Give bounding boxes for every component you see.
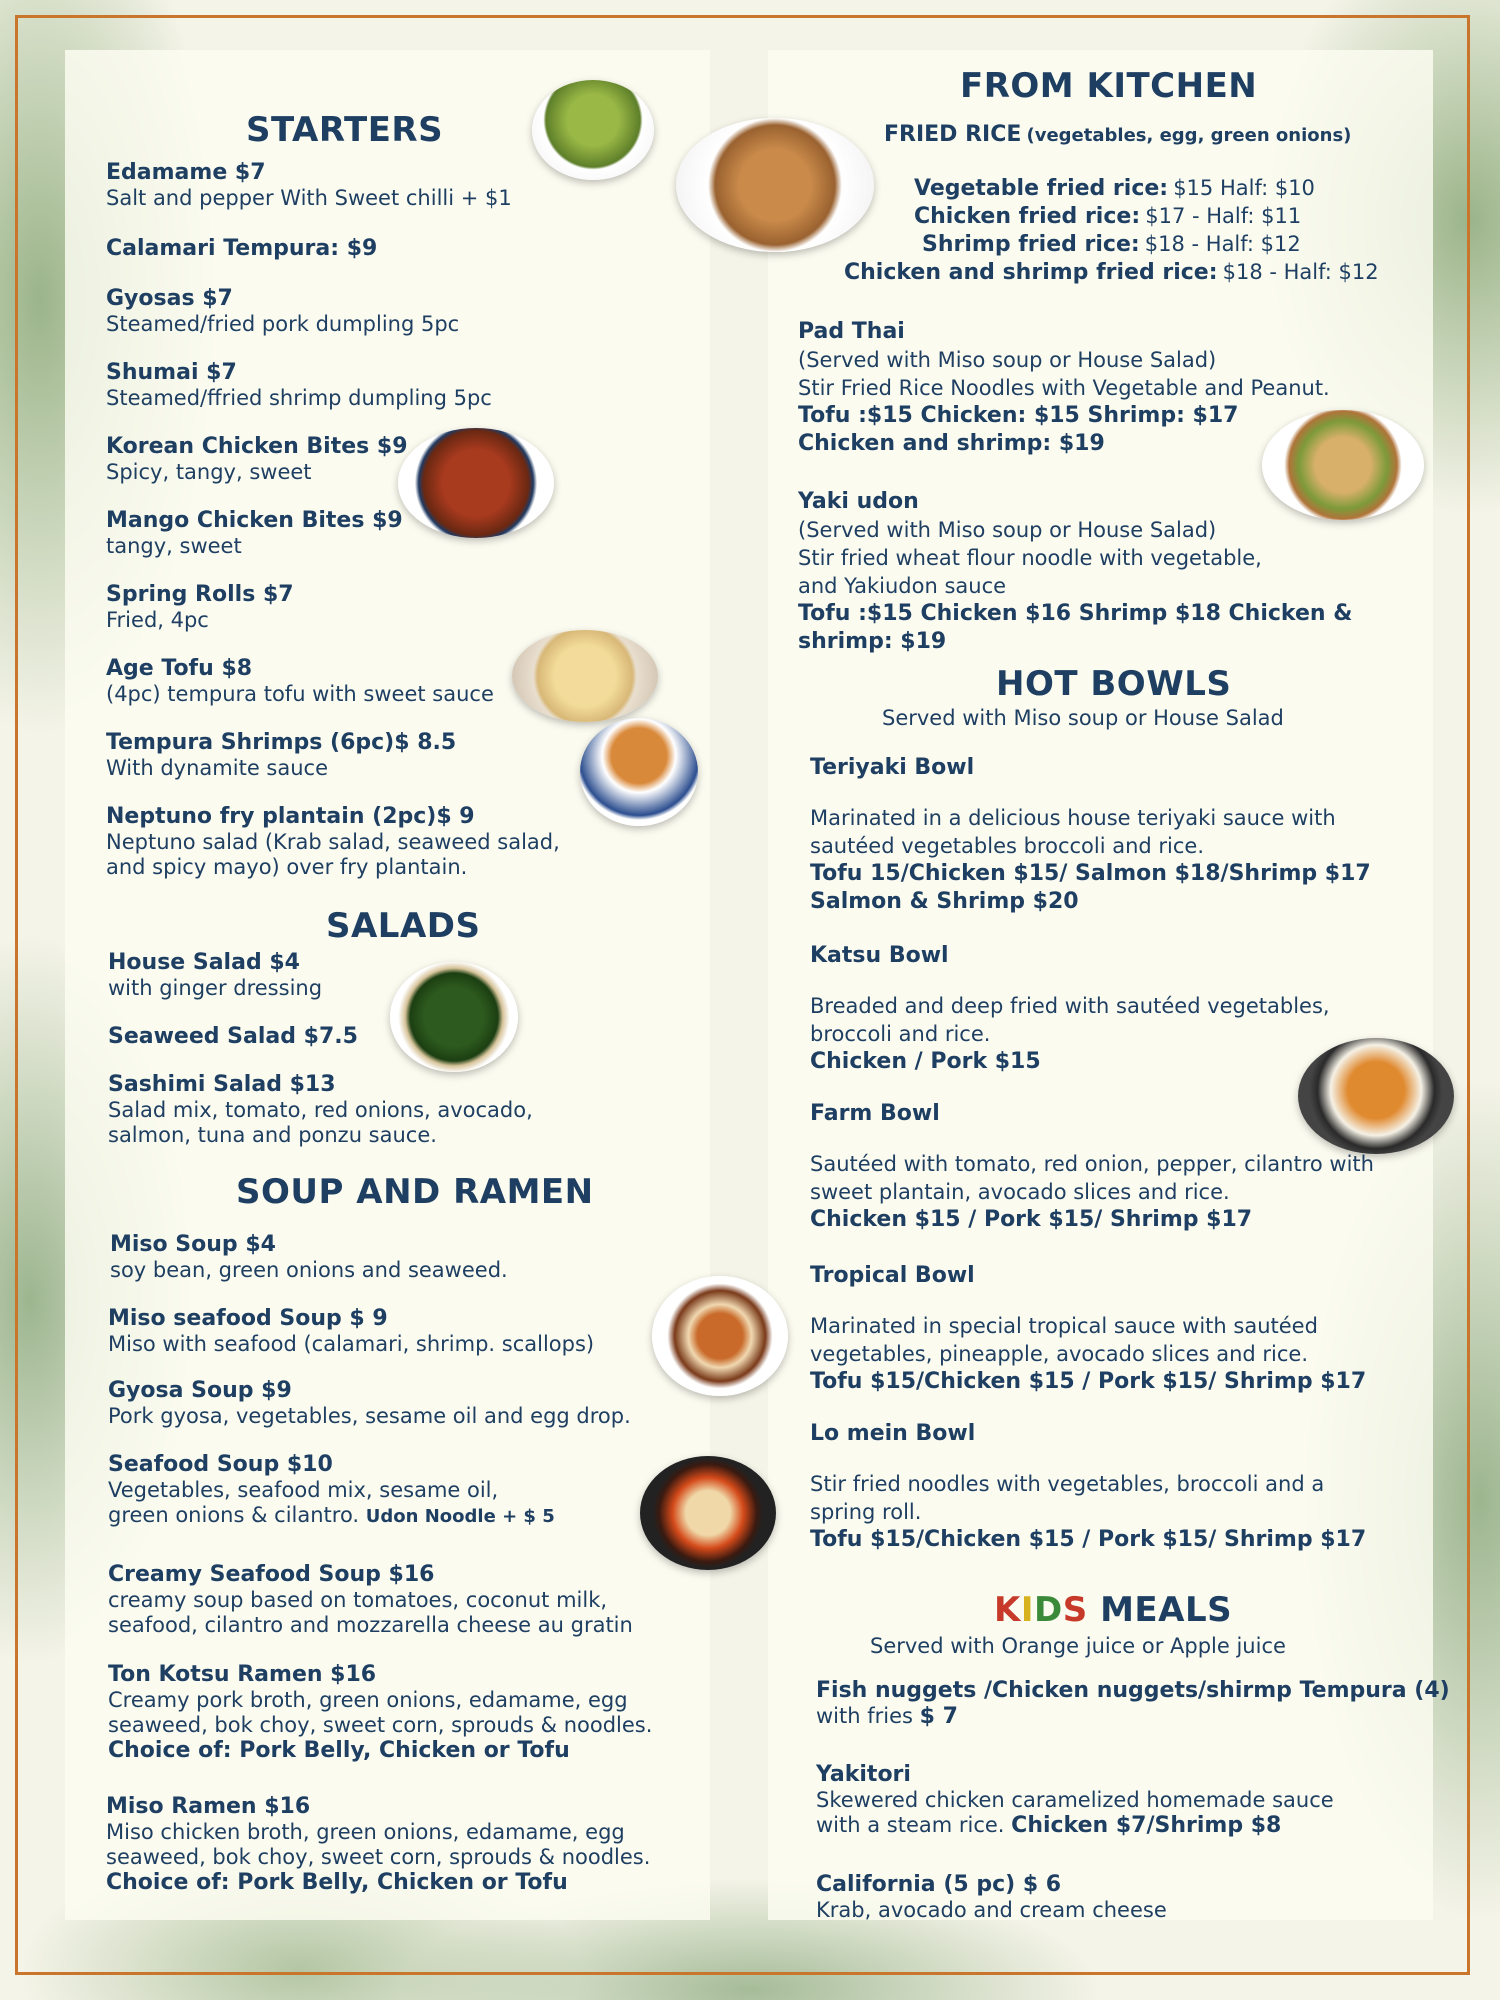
item-name: Korean Chicken Bites $9 (106, 434, 408, 459)
item-name: Pad Thai (798, 319, 905, 344)
list-item (108, 1072, 533, 1148)
fried-rice-photo (676, 118, 874, 252)
seaweed-salad-photo (390, 962, 518, 1072)
salads-title: SALADS (326, 906, 481, 946)
item-desc: Miso chicken broth, green onions, edamame, egg (106, 1820, 625, 1844)
item-price: Tofu 15/Chicken $15/ Salmon $18/Shrimp $17 (810, 861, 1371, 886)
item-desc: seaweed, bok choy, sweet corn, sprouds & noodles. (108, 1713, 653, 1737)
kids-title-d: D (1034, 1590, 1063, 1630)
list-item (922, 232, 1301, 258)
item-name: Mango Chicken Bites $9 (106, 508, 403, 533)
item-name: Chicken and shrimp fried rice: (844, 260, 1218, 285)
item-name: Ton Kotsu Ramen $16 (108, 1662, 377, 1687)
item-desc: seafood, cilantro and mozzarella cheese au gratin (108, 1613, 633, 1637)
item-name: California (5 pc) $ 6 (816, 1872, 1062, 1897)
from-kitchen-title: FROM KITCHEN (960, 66, 1258, 106)
item-desc (816, 1704, 1450, 1730)
item-desc: Stir Fried Rice Noodles with Vegetable and Peanut. (798, 376, 1330, 400)
item-desc: (Served with Miso soup or House Salad) (798, 348, 1217, 372)
item-desc: spring roll. (810, 1500, 922, 1524)
item-name: Age Tofu $8 (106, 656, 253, 681)
list-item (816, 1872, 1167, 1923)
hot-bowls-subtitle: Served with Miso soup or House Salad (882, 706, 1284, 730)
korean-chicken-photo (398, 428, 554, 538)
soup-ramen-title: SOUP AND RAMEN (236, 1172, 594, 1212)
seafood-soup-photo (640, 1456, 776, 1570)
item-name: Lo mein Bowl (810, 1421, 976, 1446)
list-item (914, 204, 1301, 230)
list-item (816, 1678, 1450, 1730)
item-name: Miso Soup $4 (110, 1232, 276, 1257)
edamame-photo (532, 80, 654, 180)
list-item (106, 160, 512, 211)
list-item (106, 730, 456, 781)
item-name: Tempura Shrimps (6pc)$ 8.5 (106, 730, 457, 755)
list-item (810, 754, 1371, 916)
item-desc: broccoli and rice. (810, 1022, 991, 1046)
item-desc: and spicy mayo) over fry plantain. (106, 855, 468, 879)
item-name: Yakitori (816, 1762, 911, 1787)
fried-rice-title: FRIED RICE (884, 122, 1022, 147)
list-item (106, 360, 492, 411)
udon-addon: Udon Noodle + $ 5 (365, 1506, 555, 1527)
item-name: Edamame $7 (106, 160, 266, 185)
list-item (810, 1100, 1374, 1234)
fried-rice-note: (vegetables, egg, green onions) (1026, 125, 1352, 146)
kids-title-k: K (994, 1590, 1021, 1630)
starters-title: STARTERS (246, 110, 444, 150)
item-desc: (Served with Miso soup or House Salad) (798, 518, 1217, 542)
item-name: Creamy Seafood Soup $16 (108, 1562, 435, 1587)
list-item (914, 176, 1315, 202)
item-name: Gyosa Soup $9 (108, 1378, 292, 1403)
item-price: $18 - Half: $12 (1222, 260, 1379, 284)
kids-title-i: I (1020, 1590, 1035, 1630)
item-name: Shumai $7 (106, 360, 237, 385)
item-name: Fish nuggets /Chicken nuggets/shirmp Tempura (4) (816, 1678, 1450, 1703)
item-desc: and Yakiudon sauce (798, 574, 1007, 598)
item-name: House Salad $4 (108, 950, 300, 975)
list-item (110, 1232, 508, 1283)
item-desc: Sautéed with tomato, red onion, pepper, cilantro with (810, 1152, 1374, 1176)
tempura-shrimp-photo (580, 718, 698, 826)
item-name: Shrimp fried rice: (922, 232, 1140, 257)
list-item (108, 1562, 633, 1638)
fried-rice-header (884, 122, 1351, 148)
item-desc: Salad mix, tomato, red onions, avocado, (108, 1098, 533, 1122)
kids-meals-subtitle: Served with Orange juice or Apple juice (870, 1634, 1286, 1658)
item-price: $18 - Half: $12 (1144, 232, 1301, 256)
item-desc-text: with a steam rice. (816, 1813, 1005, 1837)
list-item (106, 804, 560, 880)
list-item (108, 1662, 652, 1764)
item-name: Miso seafood Soup $ 9 (108, 1306, 388, 1331)
list-item (816, 1762, 1334, 1839)
item-price: Tofu :$15 Chicken: $15 Shrimp: $17 (798, 403, 1239, 428)
miso-seafood-soup-photo (652, 1276, 788, 1396)
item-desc (816, 1813, 1334, 1839)
item-price: Chicken $7/Shrimp $8 (1011, 1813, 1282, 1838)
item-desc: Skewered chicken caramelized homemade sauce (816, 1788, 1334, 1812)
item-price: Salmon & Shrimp $20 (810, 889, 1079, 914)
item-name: Sashimi Salad $13 (108, 1072, 336, 1097)
kids-meals-title (994, 1590, 1232, 1630)
item-choice: Choice of: Pork Belly, Chicken or Tofu (106, 1870, 568, 1895)
list-item (106, 286, 459, 337)
item-desc: Fried, 4pc (106, 608, 209, 632)
item-desc: Marinated in a delicious house teriyaki sauce with (810, 806, 1336, 830)
list-item (798, 488, 1352, 656)
list-item (108, 1452, 555, 1529)
item-name: Seaweed Salad $7.5 (108, 1024, 358, 1049)
list-item (798, 318, 1330, 458)
item-name: Spring Rolls $7 (106, 582, 294, 607)
item-desc: Salt and pepper With Sweet chilli + $1 (106, 186, 512, 210)
item-desc: seaweed, bok choy, sweet corn, sprouds & noodles. (106, 1845, 651, 1869)
item-desc: sweet plantain, avocado slices and rice. (810, 1180, 1230, 1204)
item-name: Miso Ramen $16 (106, 1794, 311, 1819)
item-price: Chicken and shrimp: $19 (798, 431, 1105, 456)
item-desc: Stir fried wheat flour noodle with vegetable, (798, 546, 1262, 570)
item-name: Vegetable fried rice: (914, 176, 1169, 201)
item-desc: With dynamite sauce (106, 756, 328, 780)
item-desc: Spicy, tangy, sweet (106, 460, 312, 484)
item-price: shrimp: $19 (798, 629, 947, 654)
item-desc: Stir fried noodles with vegetables, broccoli and a (810, 1472, 1325, 1496)
item-desc: (4pc) tempura tofu with sweet sauce (106, 682, 494, 706)
item-desc: Steamed/ffried shrimp dumpling 5pc (106, 386, 492, 410)
list-item (106, 1794, 650, 1896)
item-desc: salmon, tuna and ponzu sauce. (108, 1123, 437, 1147)
item-desc: Creamy pork broth, green onions, edamame, egg (108, 1688, 628, 1712)
item-desc: Pork gyosa, vegetables, sesame oil and egg drop. (108, 1404, 631, 1428)
kids-title-s: S (1062, 1590, 1088, 1630)
list-item (108, 1378, 631, 1429)
item-desc: tangy, sweet (106, 534, 242, 558)
list-item (106, 434, 408, 485)
item-desc: vegetables, pineapple, avocado slices and rice. (810, 1342, 1309, 1366)
item-name: Neptuno fry plantain (2pc)$ 9 (106, 804, 475, 829)
list-item (108, 950, 322, 1001)
item-name: Teriyaki Bowl (810, 755, 975, 780)
item-desc: Krab, avocado and cream cheese (816, 1898, 1167, 1922)
item-price: Tofu $15/Chicken $15 / Pork $15/ Shrimp $17 (810, 1369, 1367, 1394)
list-item (844, 260, 1379, 286)
item-name: Yaki udon (798, 489, 919, 514)
item-name: Tropical Bowl (810, 1263, 975, 1288)
item-desc: Steamed/fried pork dumpling 5pc (106, 312, 460, 336)
item-name: Gyosas $7 (106, 286, 233, 311)
item-name: Katsu Bowl (810, 943, 949, 968)
item-desc: creamy soup based on tomatoes, coconut milk, (108, 1588, 608, 1612)
item-desc: with ginger dressing (108, 976, 323, 1000)
list-item (810, 1262, 1366, 1396)
list-item (106, 236, 377, 262)
item-price: Chicken $15 / Pork $15/ Shrimp $17 (810, 1207, 1253, 1232)
item-price: Chicken / Pork $15 (810, 1049, 1041, 1074)
item-desc (108, 1503, 555, 1529)
item-desc: Neptuno salad (Krab salad, seaweed salad, (106, 830, 560, 854)
item-choice: Choice of: Pork Belly, Chicken or Tofu (108, 1738, 570, 1763)
item-desc: Vegetables, seafood mix, sesame oil, (108, 1478, 499, 1502)
list-item (810, 942, 1330, 1076)
list-item (108, 1024, 358, 1050)
list-item (106, 508, 403, 559)
item-desc: sautéed vegetables broccoli and rice. (810, 834, 1205, 858)
list-item (810, 1420, 1366, 1554)
item-name: Calamari Tempura: $9 (106, 236, 378, 261)
item-price: $17 - Half: $11 (1145, 204, 1302, 228)
item-name: Seafood Soup $10 (108, 1452, 333, 1477)
item-desc: Miso with seafood (calamari, shrimp. scallops) (108, 1332, 595, 1356)
item-desc: Marinated in special tropical sauce with sautéed (810, 1314, 1318, 1338)
item-price: Tofu $15/Chicken $15 / Pork $15/ Shrimp $17 (810, 1527, 1367, 1552)
list-item (108, 1306, 594, 1357)
age-tofu-photo (512, 630, 658, 722)
item-price: Tofu :$15 Chicken $16 Shrimp $18 Chicken & (798, 601, 1353, 626)
item-price: $ 7 (919, 1704, 958, 1729)
item-desc: soy bean, green onions and seaweed. (110, 1258, 508, 1282)
item-desc-text: with fries (816, 1704, 913, 1728)
kids-title-rest: MEALS (1087, 1590, 1233, 1630)
item-price: $15 Half: $10 (1173, 176, 1315, 200)
item-desc-text: green onions & cilantro. (108, 1503, 360, 1527)
item-desc: Breaded and deep fried with sautéed vegetables, (810, 994, 1330, 1018)
item-name: Chicken fried rice: (914, 204, 1141, 229)
item-name: Farm Bowl (810, 1101, 940, 1126)
list-item (106, 656, 494, 707)
list-item (106, 582, 294, 633)
hot-bowls-title: HOT BOWLS (996, 664, 1232, 704)
